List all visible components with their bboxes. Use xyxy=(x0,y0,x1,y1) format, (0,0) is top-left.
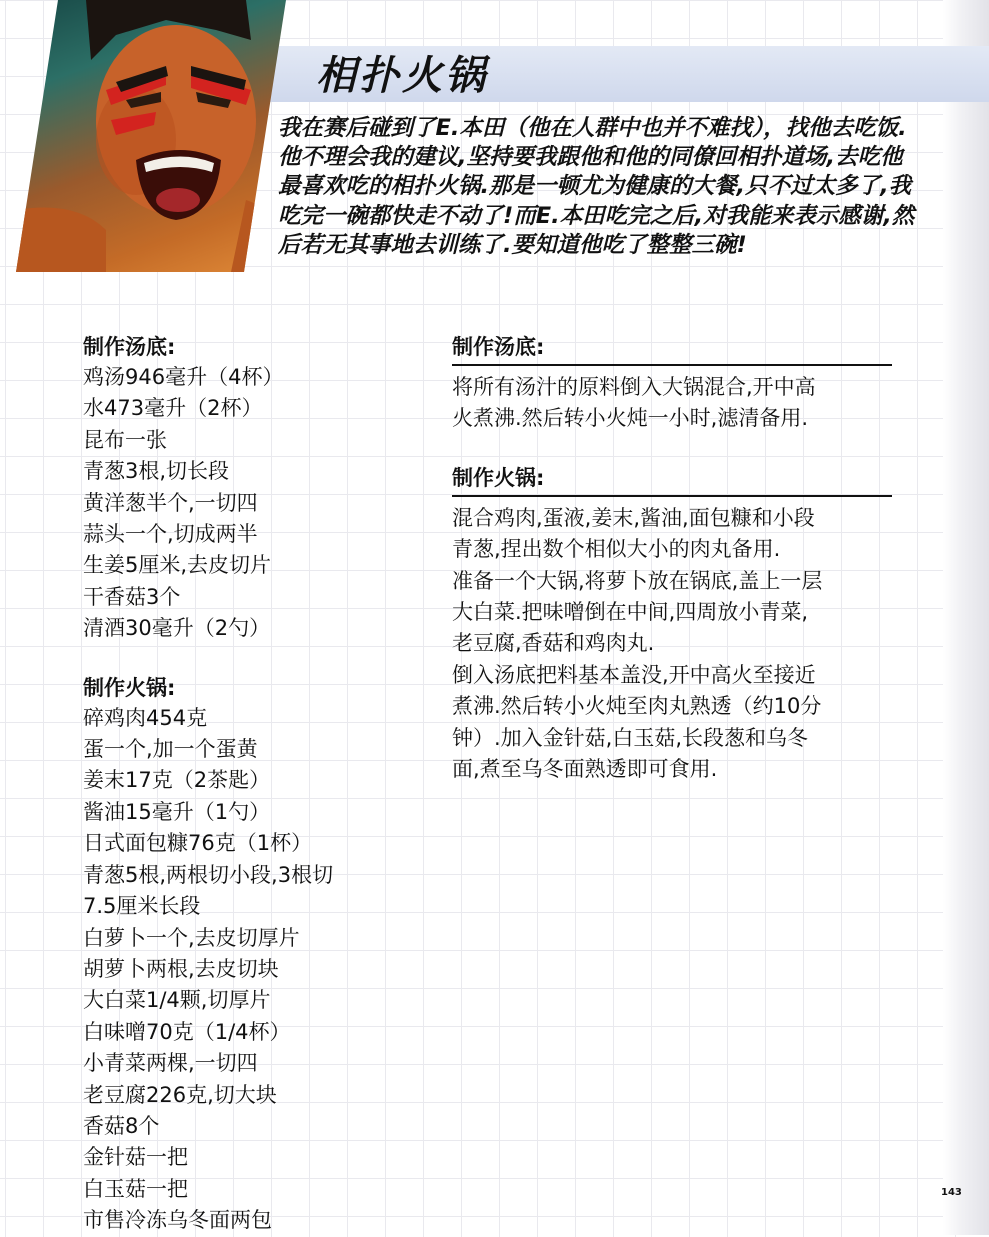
broth-ingredient-list xyxy=(83,362,423,645)
hotpot-step-line: 准备一个大锅,将萝卜放在锅底,盖上一层 xyxy=(452,568,823,593)
character-portrait xyxy=(16,0,286,272)
section-divider xyxy=(452,364,892,366)
broth-ingredients-heading: 制作汤底: xyxy=(83,335,176,359)
hotpot-step-line: 老豆腐,香菇和鸡肉丸. xyxy=(452,631,655,656)
hotpot-step-line: 煮沸.然后转小火炖至肉丸熟透（约10分 xyxy=(452,694,822,719)
list-item: 胡萝卜两根,去皮切块 xyxy=(83,956,279,981)
list-item: 水473毫升（2杯） xyxy=(83,396,263,421)
list-item: 黄洋葱半个,一切四 xyxy=(83,490,258,515)
hotpot-ingredient-list xyxy=(83,703,423,1237)
hotpot-step-line: 面,煮至乌冬面熟透即可食用. xyxy=(452,757,718,782)
hotpot-step-line: 钟）.加入金针菇,白玉菇,长段葱和乌冬 xyxy=(452,725,809,750)
list-item: 白玉菇一把 xyxy=(83,1176,188,1201)
hotpot-step-line: 大白菜.把味噌倒在中间,四周放小青菜, xyxy=(452,600,809,625)
broth-step-line: 将所有汤汁的原料倒入大锅混合,开中高 xyxy=(452,375,816,399)
list-item: 老豆腐226克,切大块 xyxy=(83,1082,277,1107)
page-title: 相扑火锅 xyxy=(316,53,488,99)
list-item: 香菇8个 xyxy=(83,1113,160,1138)
list-item: 7.5厘米长段 xyxy=(83,894,201,919)
list-item: 鸡汤946毫升（4杯） xyxy=(83,365,284,389)
hotpot-ingredients-heading: 制作火锅: xyxy=(83,675,176,700)
list-item: 蒜头一个,切成两半 xyxy=(83,522,258,547)
section-divider xyxy=(452,495,892,497)
list-item: 白萝卜一个,去皮切厚片 xyxy=(83,925,300,950)
hotpot-steps-heading: 制作火锅: xyxy=(452,465,545,490)
broth-step-line: 火煮沸.然后转小火炖一小时,滤清备用. xyxy=(452,406,809,431)
list-item: 酱油15毫升（1勺） xyxy=(83,799,271,824)
list-item: 蛋一个,加一个蛋黄 xyxy=(83,737,258,762)
hotpot-step-line: 倒入汤底把料基本盖没,开中高火至接近 xyxy=(452,662,816,687)
broth-steps-heading: 制作汤底: xyxy=(452,335,545,359)
hotpot-step-line: 混合鸡肉,蛋液,姜末,酱油,面包糠和小段 xyxy=(452,505,815,530)
list-item: 市售冷冻乌冬面两包 xyxy=(83,1208,272,1233)
list-item: 干香菇3个 xyxy=(83,584,181,609)
list-item: 姜末17克（2茶匙） xyxy=(83,768,271,793)
list-item: 青葱5根,两根切小段,3根切 xyxy=(83,862,334,887)
list-item: 青葱3根,切长段 xyxy=(83,459,230,484)
list-item: 生姜5厘米,去皮切片 xyxy=(83,553,272,578)
list-item: 昆布一张 xyxy=(83,427,167,452)
ingredients-column xyxy=(83,332,423,1237)
steps-column xyxy=(452,332,897,785)
list-item: 金针菇一把 xyxy=(83,1145,188,1170)
hotpot-step-line: 青葱,捏出数个相似大小的肉丸备用. xyxy=(452,537,781,562)
list-item: 小青菜两棵,一切四 xyxy=(83,1051,258,1076)
page-edge-shadow xyxy=(943,0,989,1235)
intro-paragraph: 我在赛后碰到了E.本田（他在人群中也并不难找），找他去吃饭.他不理会我的建议,坚持要我跟他和他的同僚回相扑道场,去吃他最喜欢吃的相扑火锅.那是一顿尤为健康的大餐,只不过太多了,我吃完一碗都快走不动了!而E.本田吃完之后,对我能来表示感谢,然后若无其事地去训练了.要知道他吃了整整三碗! xyxy=(278,115,915,258)
page-number: 143 xyxy=(941,1187,962,1198)
list-item: 碎鸡肉454克 xyxy=(83,705,208,730)
list-item: 日式面包糠76克（1杯） xyxy=(83,831,313,856)
list-item: 白味噌70克（1/4杯） xyxy=(83,1019,291,1044)
list-item: 大白菜1/4颗,切厚片 xyxy=(83,988,271,1013)
list-item: 清酒30毫升（2勺） xyxy=(83,616,271,641)
